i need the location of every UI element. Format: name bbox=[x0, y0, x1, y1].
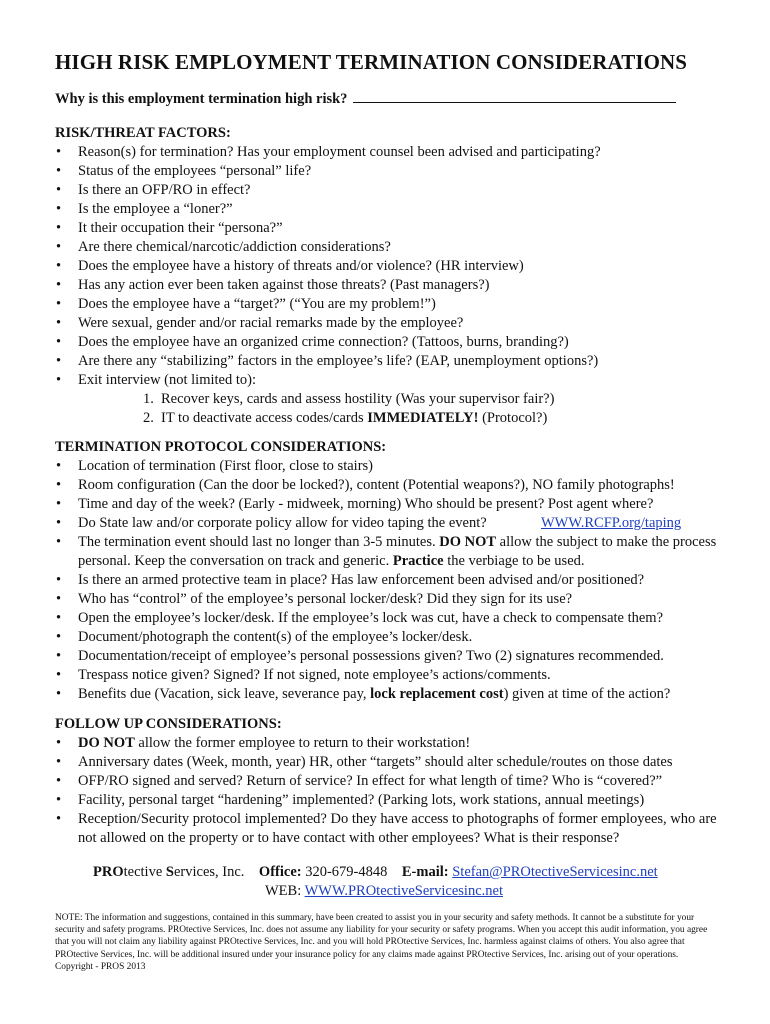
answer-blank-line[interactable] bbox=[353, 89, 676, 103]
list-item: • Are there chemical/narcotic/addiction considerations? bbox=[55, 238, 720, 257]
company-name-bold: S bbox=[165, 864, 174, 880]
emphasis-text: IMMEDIATELY! bbox=[367, 410, 479, 426]
list-item-text: Do State law and/or corporate policy allow for video taping the event? bbox=[78, 515, 487, 531]
list-item: • Documentation/receipt of employee’s personal possessions given? Two (2) signatures recommended. bbox=[55, 647, 720, 666]
website-link[interactable]: WWW.PROtectiveServicesinc.net bbox=[304, 883, 503, 899]
list-item: • Reception/Security protocol implemented? Do they have access to photographs of former employees, who are not allowed on the property or to have contact with other employees? What is their response? bbox=[55, 810, 720, 848]
list-item: • Open the employee’s locker/desk. If the employee’s lock was cut, have a check to compensate them? bbox=[55, 609, 720, 628]
list-item: • Does the employee have an organized crime connection? (Tattoos, burns, branding?) bbox=[55, 333, 720, 352]
protocol-list bbox=[55, 457, 720, 704]
list-item bbox=[55, 533, 720, 571]
protocol-section bbox=[55, 438, 720, 704]
list-item: • Time and day of the week? (Early - midweek, morning) Who should be present? Post agent where? bbox=[55, 495, 720, 514]
risk-section bbox=[55, 124, 720, 428]
company-name-text: tective bbox=[123, 864, 166, 880]
sub-item-text: IT to deactivate access codes/cards bbox=[161, 410, 368, 426]
risk-heading: RISK/THREAT FACTORS: bbox=[55, 125, 231, 141]
web-line bbox=[265, 883, 503, 900]
sub-list-item bbox=[55, 409, 720, 428]
document-title: HIGH RISK EMPLOYMENT TERMINATION CONSIDERATIONS bbox=[55, 50, 688, 74]
list-item: • Is the employee a “loner?” bbox=[55, 200, 720, 219]
legal-disclaimer: NOTE: The information and suggestions, contained in this summary, have been created to assist you in your security and safety methods. It cannot be a substitute for your security and safety programs. PROtective Services, Inc. does not assume any liability for your security or safety programs. When you accept this audit information, you agree that you will not claim any liability against PROtective Services, Inc. and you will hold PROtective Services, Inc. harmless against claims of others. You also agree that PROtective Services, Inc. will be additional insured under your insurance policy for any claims made against PROtective Services, Inc. arising out of your operations. Copyright - PROS 2013 bbox=[55, 913, 708, 972]
risk-list bbox=[55, 143, 720, 390]
list-item: • Anniversary dates (Week, month, year) HR, other “targets” should alter schedule/routes on those dates bbox=[55, 753, 720, 772]
list-item: • Exit interview (not limited to): bbox=[55, 371, 720, 390]
list-item-text: the verbiage to be used. bbox=[443, 553, 585, 569]
company-name-text: ervices, Inc. bbox=[173, 864, 245, 880]
office-phone: 320-679-4848 bbox=[301, 864, 388, 880]
emphasis-text: lock replacement cost bbox=[370, 686, 504, 702]
sub-list-item bbox=[55, 390, 720, 409]
list-item-text: allow the subject to make the process personal. Keep the conversation on track and generic. bbox=[78, 534, 717, 569]
list-item: • Reason(s) for termination? Has your employment counsel been advised and participating? bbox=[55, 143, 720, 162]
list-item: • Room configuration (Can the door be locked?), content (Potential weapons?), NO family photographs! bbox=[55, 476, 720, 495]
web-label: WEB: bbox=[265, 883, 305, 899]
list-item: • Who has “control” of the employee’s personal locker/desk? Did they sign for its use? bbox=[55, 590, 720, 609]
list-item-text: allow the former employee to return to their workstation! bbox=[134, 735, 471, 751]
list-item bbox=[55, 514, 720, 533]
high-risk-question bbox=[55, 89, 676, 108]
list-item: • Does the employee have a history of threats and/or violence? (HR interview) bbox=[55, 257, 720, 276]
list-item: • Are there any “stabilizing” factors in the employee’s life? (EAP, unemployment options?) bbox=[55, 352, 720, 371]
list-item-text: The termination event should last no longer than 3-5 minutes. bbox=[78, 534, 440, 550]
list-item-text: Benefits due (Vacation, sick leave, severance pay, bbox=[78, 686, 371, 702]
company-contact-line bbox=[93, 864, 658, 881]
question-label: Why is this employment termination high risk? bbox=[55, 91, 348, 107]
list-item: • Has any action ever been taken against those threats? (Past managers?) bbox=[55, 276, 720, 295]
followup-heading: FOLLOW UP CONSIDERATIONS: bbox=[55, 716, 282, 732]
list-item: • OFP/RO signed and served? Return of service? In effect for what length of time? Who is “covered?” bbox=[55, 772, 720, 791]
list-item bbox=[55, 685, 720, 704]
list-item: • Is there an armed protective team in place? Has law enforcement been advised and/or positioned? bbox=[55, 571, 720, 590]
office-label: Office: bbox=[258, 864, 302, 880]
emphasis-text: DO NOT bbox=[78, 735, 135, 751]
emphasis-text: Practice bbox=[392, 553, 444, 569]
exit-interview-sublist bbox=[55, 390, 720, 428]
list-item: • Were sexual, gender and/or racial remarks made by the employee? bbox=[55, 314, 720, 333]
company-name-bold: PRO bbox=[93, 864, 124, 880]
rcfp-taping-link[interactable]: WWW.RCFP.org/taping bbox=[541, 515, 682, 531]
list-item bbox=[55, 734, 720, 753]
list-item: • Document/photograph the content(s) of the employee’s locker/desk. bbox=[55, 628, 720, 647]
list-item: • Is there an OFP/RO in effect? bbox=[55, 181, 720, 200]
sub-item-number: 1. bbox=[143, 391, 154, 407]
sub-item-number: 2. bbox=[143, 410, 154, 426]
email-label: E-mail: bbox=[401, 864, 449, 880]
list-item: • Facility, personal target “hardening” implemented? (Parking lots, work stations, annual meetings) bbox=[55, 791, 720, 810]
list-item: • Does the employee have a “target?” (“You are my problem!”) bbox=[55, 295, 720, 314]
protocol-heading: TERMINATION PROTOCOL CONSIDERATIONS: bbox=[55, 439, 387, 455]
list-item: • Status of the employees “personal” life? bbox=[55, 162, 720, 181]
list-item: • Location of termination (First floor, close to stairs) bbox=[55, 457, 720, 476]
emphasis-text: DO NOT bbox=[439, 534, 497, 550]
email-link[interactable]: Stefan@PROtectiveServicesinc.net bbox=[452, 864, 658, 880]
sub-item-text: (Protocol?) bbox=[478, 410, 548, 426]
sub-item-text: Recover keys, cards and assess hostility (Was your supervisor fair?) bbox=[161, 391, 555, 407]
list-item: • It their occupation their “persona?” bbox=[55, 219, 720, 238]
followup-section bbox=[55, 715, 720, 848]
list-item: • Trespass notice given? Signed? If not signed, note employee’s actions/comments. bbox=[55, 666, 720, 685]
list-item-text: ) given at time of the action? bbox=[503, 686, 671, 702]
followup-list bbox=[55, 734, 720, 848]
